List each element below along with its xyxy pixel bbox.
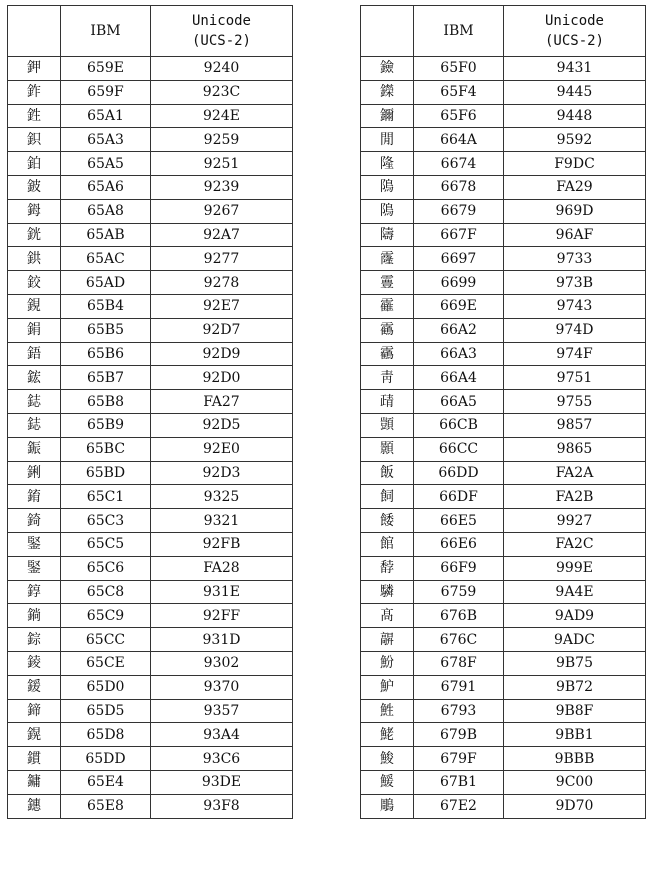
header-unicode-line1: Unicode (544, 13, 604, 29)
char-cell: 霻 (361, 271, 414, 295)
unicode-code-cell: 92E7 (151, 294, 293, 318)
table-row (361, 651, 646, 675)
ibm-code-cell: 65B7 (61, 366, 151, 390)
char-cell: 鎤 (8, 723, 61, 747)
ibm-code-cell: 66DD (414, 461, 504, 485)
unicode-code-cell: 9743 (504, 294, 646, 318)
table-row (361, 104, 646, 128)
unicode-code-cell: 92FF (151, 604, 293, 628)
char-cell: 鋐 (8, 366, 61, 390)
ibm-code-cell: 65A5 (61, 152, 151, 176)
table-row (8, 485, 293, 509)
char-cell: 錞 (8, 580, 61, 604)
ibm-code-cell: 676B (414, 604, 504, 628)
table-row (361, 80, 646, 104)
char-cell: 銧 (8, 223, 61, 247)
char-cell: 靑 (361, 366, 414, 390)
unicode-code-cell: FA27 (151, 390, 293, 414)
table-row (361, 461, 646, 485)
char-cell: 鋗 (8, 318, 61, 342)
unicode-code-cell: 93C6 (151, 747, 293, 771)
ibm-code-cell: 664A (414, 128, 504, 152)
char-cell: 隝 (361, 175, 414, 199)
table-row (8, 532, 293, 556)
table-row (8, 294, 293, 318)
table-row (8, 747, 293, 771)
unicode-code-cell: 9259 (151, 128, 293, 152)
ibm-code-cell: 66CB (414, 413, 504, 437)
header-unicode (504, 6, 646, 57)
table-row (361, 128, 646, 152)
char-cell: 鋠 (8, 437, 61, 461)
char-cell: 鋙 (8, 342, 61, 366)
table-row (8, 318, 293, 342)
table-row (8, 175, 293, 199)
unicode-code-cell: 96AF (504, 223, 646, 247)
ibm-code-cell: 65E4 (61, 770, 151, 794)
char-cell: 鋻 (8, 532, 61, 556)
table-row (361, 794, 646, 818)
ibm-code-cell: 67E2 (414, 794, 504, 818)
ibm-code-cell: 6674 (414, 152, 504, 176)
unicode-code-cell: 9321 (151, 509, 293, 533)
char-cell: 鐱 (361, 57, 414, 81)
char-cell: 魵 (361, 651, 414, 675)
ibm-code-cell: 66A4 (414, 366, 504, 390)
header-unicode-line2: (UCS-2) (191, 33, 251, 49)
ibm-code-cell: 65DD (61, 747, 151, 771)
ibm-code-cell: 66E5 (414, 509, 504, 533)
ibm-code-cell: 66A2 (414, 318, 504, 342)
unicode-code-cell: 92FB (151, 532, 293, 556)
table-row (361, 699, 646, 723)
table-row (8, 342, 293, 366)
unicode-code-cell: 9357 (151, 699, 293, 723)
left-table-body (8, 57, 293, 819)
table-row (361, 342, 646, 366)
char-cell: 顥 (361, 437, 414, 461)
ibm-code-cell: 65C8 (61, 580, 151, 604)
char-cell: 鉀 (8, 57, 61, 81)
ibm-code-cell: 65CC (61, 628, 151, 652)
header-unicode-line2: (UCS-2) (544, 33, 604, 49)
char-cell: 鉙 (8, 128, 61, 152)
ibm-code-cell: 667F (414, 223, 504, 247)
table-row (361, 723, 646, 747)
header-unicode (151, 6, 293, 57)
ibm-code-cell: 65A8 (61, 199, 151, 223)
left-code-table (7, 5, 293, 819)
table-row (361, 152, 646, 176)
ibm-code-cell: 66A3 (414, 342, 504, 366)
char-cell: 鍗 (8, 699, 61, 723)
table-row (8, 413, 293, 437)
header-unicode-line1: Unicode (191, 13, 251, 29)
table-row (361, 294, 646, 318)
ibm-code-cell: 65B8 (61, 390, 151, 414)
table-row (8, 651, 293, 675)
unicode-code-cell: 9325 (151, 485, 293, 509)
unicode-code-cell: FA2B (504, 485, 646, 509)
table-row (8, 57, 293, 81)
table-row (361, 437, 646, 461)
unicode-code-cell: 931D (151, 628, 293, 652)
ibm-code-cell: 676C (414, 628, 504, 652)
unicode-code-cell: 92D3 (151, 461, 293, 485)
table-row (8, 104, 293, 128)
char-cell: 靍 (361, 318, 414, 342)
table-row (361, 390, 646, 414)
unicode-code-cell: FA28 (151, 556, 293, 580)
unicode-code-cell: 974D (504, 318, 646, 342)
ibm-code-cell: 66DF (414, 485, 504, 509)
char-cell: 錥 (8, 485, 61, 509)
ibm-code-cell: 6699 (414, 271, 504, 295)
ibm-code-cell: 65AC (61, 247, 151, 271)
unicode-code-cell: 9AD9 (504, 604, 646, 628)
header-ibm: IBM (414, 6, 504, 57)
char-cell: 靕 (361, 390, 414, 414)
char-cell: 飯 (361, 461, 414, 485)
unicode-code-cell: FA2C (504, 532, 646, 556)
table-row (361, 247, 646, 271)
char-cell: 魲 (361, 675, 414, 699)
unicode-code-cell: 9755 (504, 390, 646, 414)
unicode-code-cell: 92A7 (151, 223, 293, 247)
right-code-table (360, 5, 646, 819)
char-cell: 霳 (361, 247, 414, 271)
char-cell: 鮏 (361, 699, 414, 723)
unicode-code-cell: 9BBB (504, 747, 646, 771)
char-cell: 髜 (361, 628, 414, 652)
unicode-code-cell: 9592 (504, 128, 646, 152)
table-row (361, 175, 646, 199)
table-row (361, 223, 646, 247)
char-cell: 隆 (361, 152, 414, 176)
char-cell: 鉧 (8, 199, 61, 223)
char-cell: 鉷 (8, 247, 61, 271)
char-cell: 閒 (361, 128, 414, 152)
ibm-code-cell: 65C3 (61, 509, 151, 533)
ibm-code-cell: 65E8 (61, 794, 151, 818)
ibm-code-cell: 6791 (414, 675, 504, 699)
unicode-code-cell: FA29 (504, 175, 646, 199)
table-row (361, 318, 646, 342)
ibm-code-cell: 65A1 (61, 104, 151, 128)
char-cell: 鑅 (361, 80, 414, 104)
ibm-code-cell: 65C6 (61, 556, 151, 580)
char-cell: 鈼 (8, 80, 61, 104)
unicode-code-cell: 93A4 (151, 723, 293, 747)
ibm-code-cell: 65D0 (61, 675, 151, 699)
char-cell: 錂 (8, 651, 61, 675)
unicode-code-cell: FA2A (504, 461, 646, 485)
char-cell: 鈹 (8, 175, 61, 199)
unicode-code-cell: 9BB1 (504, 723, 646, 747)
ibm-code-cell: 679F (414, 747, 504, 771)
unicode-code-cell: 973B (504, 271, 646, 295)
table-row (8, 770, 293, 794)
char-cell: 鋕 (8, 413, 61, 437)
table-row (8, 152, 293, 176)
table-row (361, 509, 646, 533)
table-row (8, 366, 293, 390)
char-cell: 靏 (361, 342, 414, 366)
table-row (8, 604, 293, 628)
ibm-code-cell: 6793 (414, 699, 504, 723)
char-cell: 馞 (361, 556, 414, 580)
right-table-body (361, 57, 646, 819)
unicode-code-cell: 931E (151, 580, 293, 604)
char-cell: 鮱 (361, 723, 414, 747)
table-row (361, 628, 646, 652)
ibm-code-cell: 65BD (61, 461, 151, 485)
unicode-code-cell: 9278 (151, 271, 293, 295)
table-row (361, 675, 646, 699)
char-cell: 餧 (361, 509, 414, 533)
table-row (8, 223, 293, 247)
table-row (8, 80, 293, 104)
unicode-code-cell: 9ADC (504, 628, 646, 652)
table-row (361, 485, 646, 509)
char-cell: 鋿 (8, 604, 61, 628)
ibm-code-cell: 66CC (414, 437, 504, 461)
unicode-code-cell: 9B75 (504, 651, 646, 675)
ibm-code-cell: 66A5 (414, 390, 504, 414)
ibm-code-cell: 65C1 (61, 485, 151, 509)
char-cell: 鉎 (8, 104, 61, 128)
char-cell: 鰀 (361, 770, 414, 794)
unicode-code-cell: 999E (504, 556, 646, 580)
ibm-code-cell: 65B6 (61, 342, 151, 366)
ibm-code-cell: 65F6 (414, 104, 504, 128)
ibm-code-cell: 669E (414, 294, 504, 318)
ibm-code-cell: 6759 (414, 580, 504, 604)
unicode-code-cell: 92D9 (151, 342, 293, 366)
ibm-code-cell: 6679 (414, 199, 504, 223)
char-cell: 錡 (8, 509, 61, 533)
char-cell: 館 (361, 532, 414, 556)
char-cell: 髙 (361, 604, 414, 628)
ibm-code-cell: 65C9 (61, 604, 151, 628)
unicode-code-cell: 9277 (151, 247, 293, 271)
table-row (8, 556, 293, 580)
ibm-code-cell: 65AB (61, 223, 151, 247)
ibm-code-cell: 6678 (414, 175, 504, 199)
unicode-code-cell: F9DC (504, 152, 646, 176)
table-row (361, 532, 646, 556)
ibm-code-cell: 66F9 (414, 556, 504, 580)
table-row (361, 199, 646, 223)
char-cell: 鏆 (8, 747, 61, 771)
unicode-code-cell: 9B72 (504, 675, 646, 699)
unicode-code-cell: 9D70 (504, 794, 646, 818)
ibm-code-cell: 65D8 (61, 723, 151, 747)
ibm-code-cell: 67B1 (414, 770, 504, 794)
ibm-code-cell: 65F0 (414, 57, 504, 81)
char-cell: 驎 (361, 580, 414, 604)
ibm-code-cell: 6697 (414, 247, 504, 271)
unicode-code-cell: 93DE (151, 770, 293, 794)
ibm-code-cell: 65BC (61, 437, 151, 461)
ibm-code-cell: 65B4 (61, 294, 151, 318)
char-cell: 錝 (8, 628, 61, 652)
unicode-code-cell: 969D (504, 199, 646, 223)
table-row (361, 580, 646, 604)
unicode-code-cell: 9448 (504, 104, 646, 128)
char-cell: 鋻 (8, 556, 61, 580)
header-row (361, 6, 646, 57)
table-row (8, 199, 293, 223)
char-cell: 隝 (361, 199, 414, 223)
table-row (8, 128, 293, 152)
unicode-code-cell: 9B8F (504, 699, 646, 723)
char-cell: 顗 (361, 413, 414, 437)
unicode-code-cell: 923C (151, 80, 293, 104)
unicode-code-cell: 9251 (151, 152, 293, 176)
unicode-code-cell: 9431 (504, 57, 646, 81)
header-row (8, 6, 293, 57)
ibm-code-cell: 65D5 (61, 699, 151, 723)
unicode-code-cell: 9240 (151, 57, 293, 81)
unicode-code-cell: 9857 (504, 413, 646, 437)
unicode-code-cell: 92E0 (151, 437, 293, 461)
table-row (8, 580, 293, 604)
table-row (8, 390, 293, 414)
header-ibm: IBM (61, 6, 151, 57)
header-char (8, 6, 61, 57)
ibm-code-cell: 659E (61, 57, 151, 81)
unicode-code-cell: 974F (504, 342, 646, 366)
char-cell: 鋓 (8, 461, 61, 485)
table-row (361, 747, 646, 771)
ibm-code-cell: 65F4 (414, 80, 504, 104)
char-cell: 鋕 (8, 390, 61, 414)
table-row (361, 770, 646, 794)
char-cell: 鑈 (361, 104, 414, 128)
table-row (361, 271, 646, 295)
char-cell: 鍰 (8, 675, 61, 699)
table-row (8, 794, 293, 818)
unicode-code-cell: 9927 (504, 509, 646, 533)
table-row (361, 604, 646, 628)
table-row (361, 413, 646, 437)
ibm-code-cell: 65C5 (61, 532, 151, 556)
unicode-code-cell: 9C00 (504, 770, 646, 794)
ibm-code-cell: 65B9 (61, 413, 151, 437)
char-cell: 鏞 (8, 770, 61, 794)
unicode-code-cell: 92D7 (151, 318, 293, 342)
char-cell: 鉑 (8, 152, 61, 176)
ibm-code-cell: 65B5 (61, 318, 151, 342)
char-cell: 鏸 (8, 794, 61, 818)
ibm-code-cell: 659F (61, 80, 151, 104)
ibm-code-cell: 65CE (61, 651, 151, 675)
table-row (8, 437, 293, 461)
table-row (8, 723, 293, 747)
unicode-code-cell: 9A4E (504, 580, 646, 604)
table-row (8, 247, 293, 271)
table-row (361, 556, 646, 580)
unicode-code-cell: 9445 (504, 80, 646, 104)
table-row (8, 461, 293, 485)
unicode-code-cell: 9865 (504, 437, 646, 461)
table-row (8, 509, 293, 533)
unicode-code-cell: 924E (151, 104, 293, 128)
table-row (361, 57, 646, 81)
unicode-code-cell: 9751 (504, 366, 646, 390)
table-row (8, 675, 293, 699)
char-cell: 鉸 (8, 271, 61, 295)
unicode-code-cell: 92D0 (151, 366, 293, 390)
char-cell: 隯 (361, 223, 414, 247)
ibm-code-cell: 65AD (61, 271, 151, 295)
ibm-code-cell: 65A3 (61, 128, 151, 152)
unicode-code-cell: 9733 (504, 247, 646, 271)
ibm-code-cell: 679B (414, 723, 504, 747)
char-cell: 鋧 (8, 294, 61, 318)
unicode-code-cell: 9239 (151, 175, 293, 199)
unicode-code-cell: 93F8 (151, 794, 293, 818)
ibm-code-cell: 66E6 (414, 532, 504, 556)
ibm-code-cell: 65A6 (61, 175, 151, 199)
char-cell: 靃 (361, 294, 414, 318)
table-row (8, 271, 293, 295)
unicode-code-cell: 9370 (151, 675, 293, 699)
char-cell: 鵰 (361, 794, 414, 818)
char-cell: 飼 (361, 485, 414, 509)
table-row (361, 366, 646, 390)
unicode-code-cell: 9267 (151, 199, 293, 223)
unicode-code-cell: 92D5 (151, 413, 293, 437)
header-char (361, 6, 414, 57)
unicode-code-cell: 9302 (151, 651, 293, 675)
char-cell: 鮻 (361, 747, 414, 771)
table-row (8, 699, 293, 723)
ibm-code-cell: 678F (414, 651, 504, 675)
table-row (8, 628, 293, 652)
